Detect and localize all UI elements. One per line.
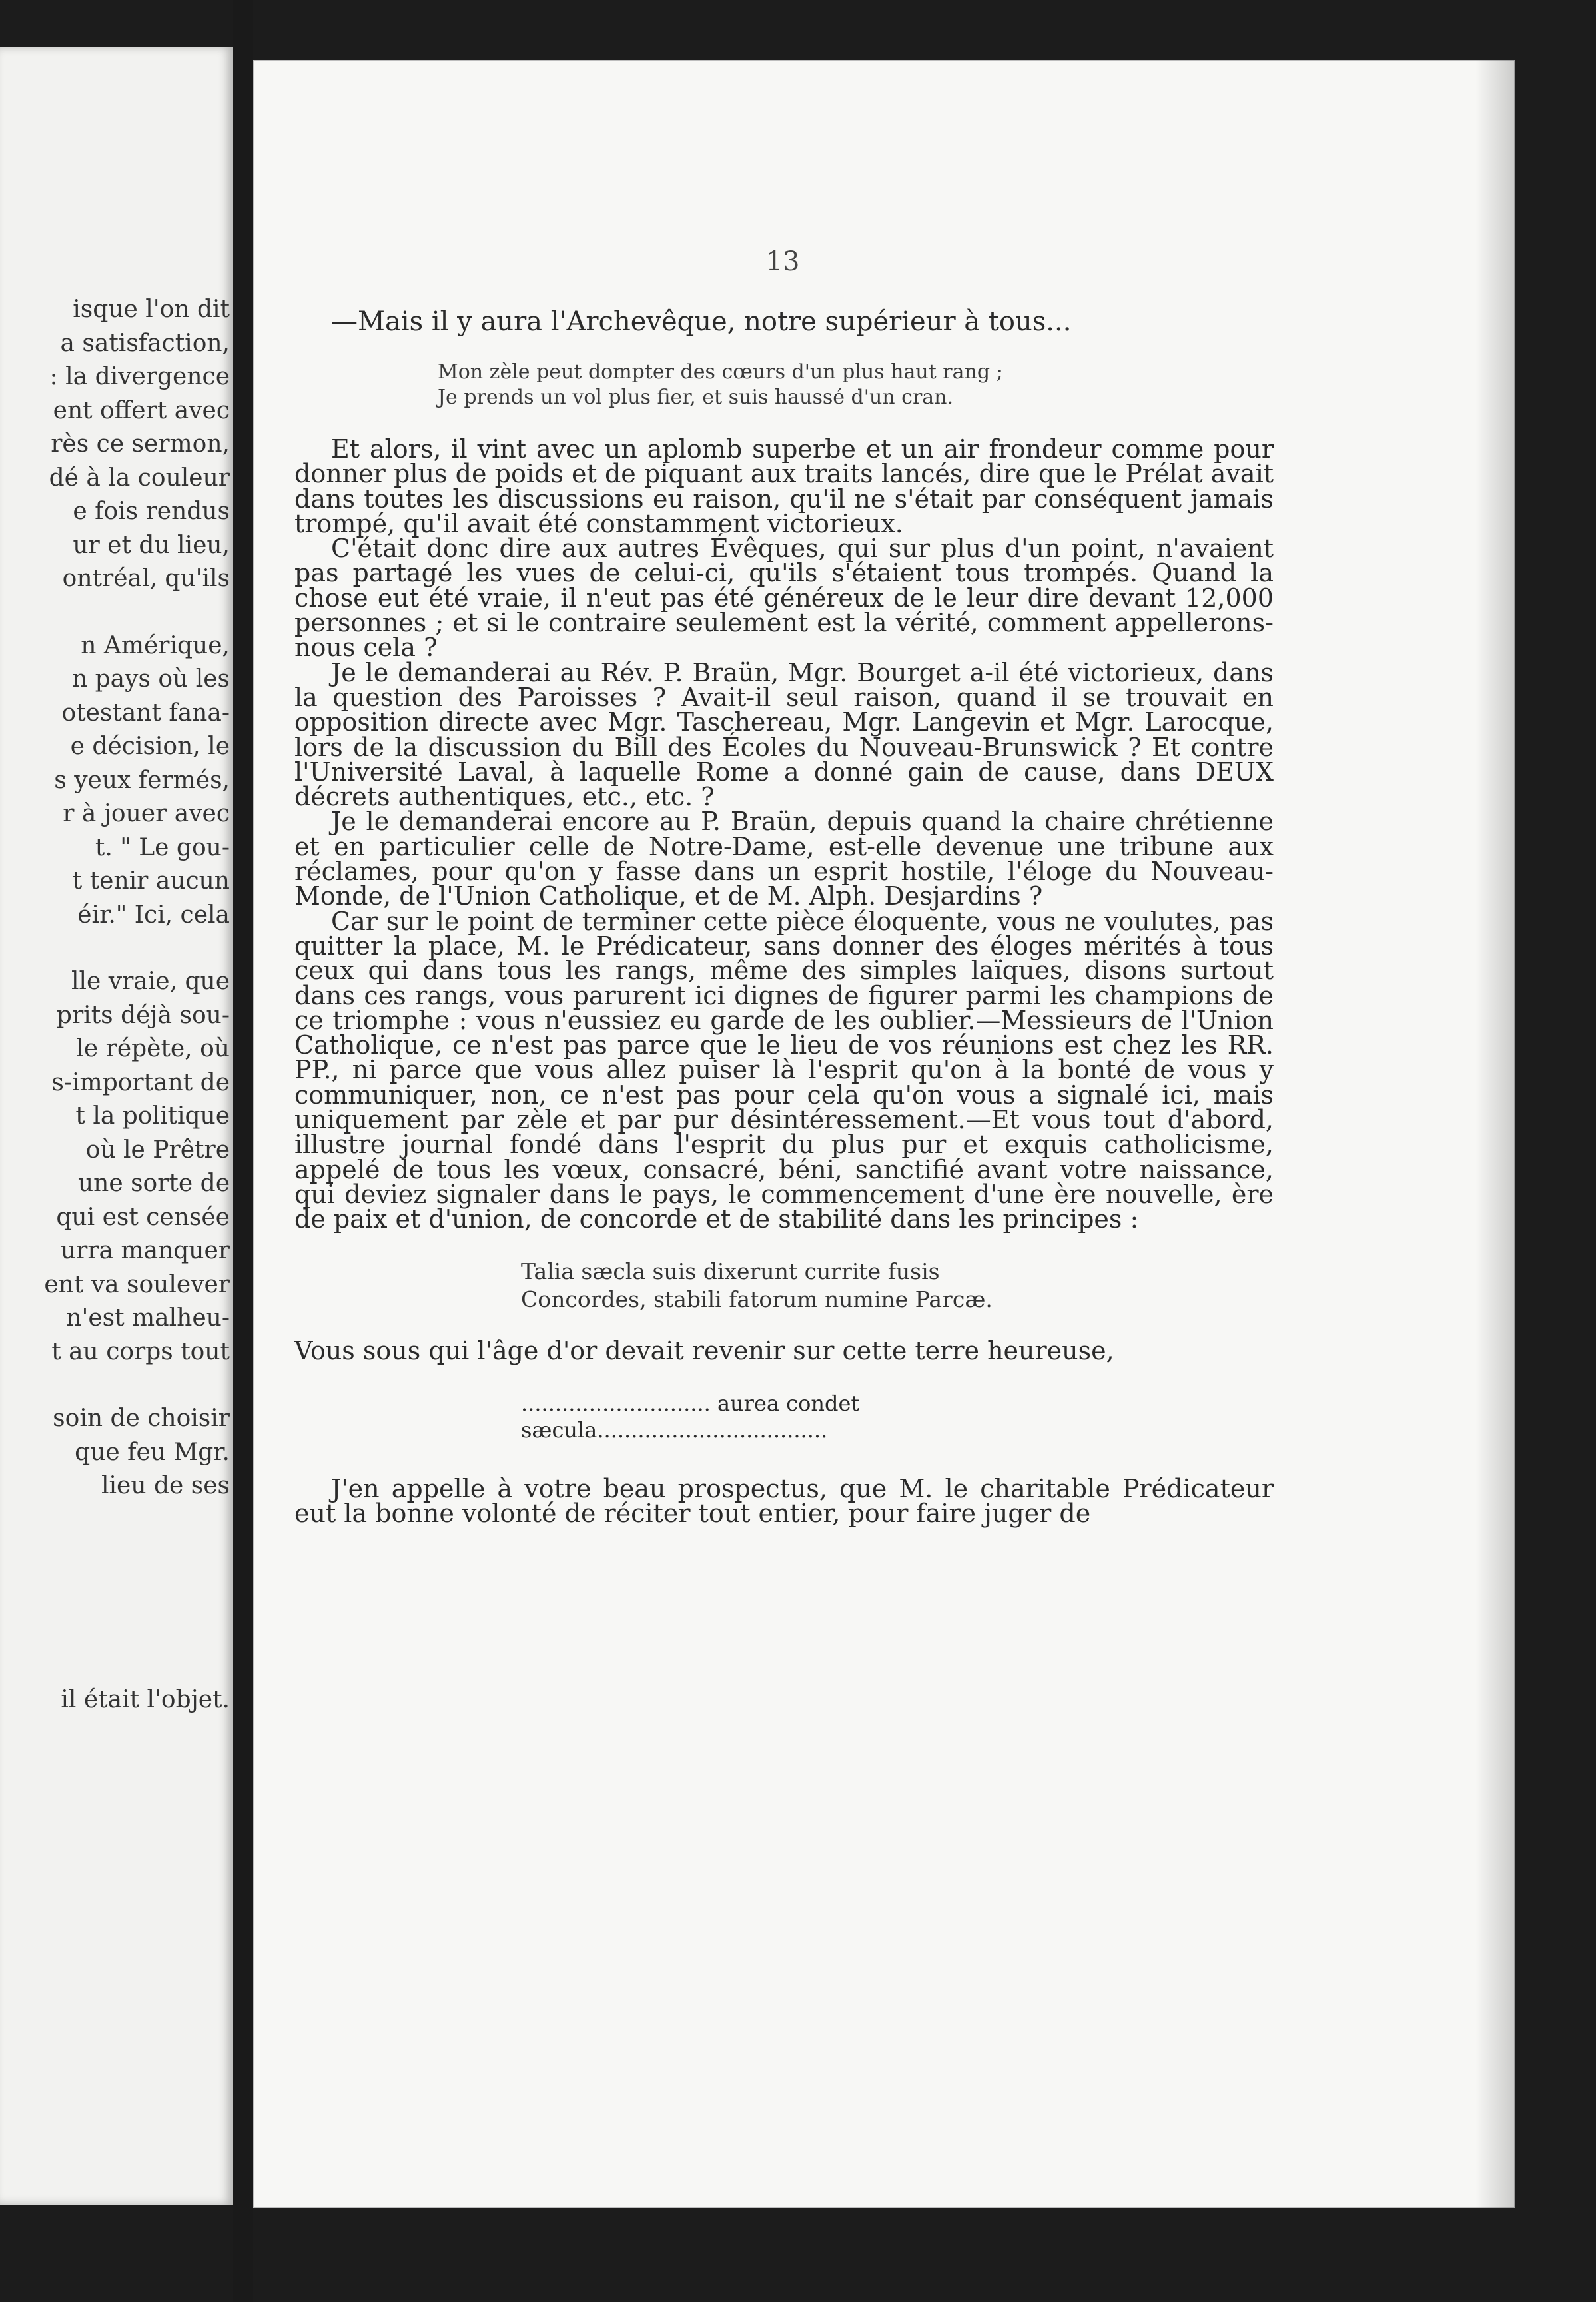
paragraph: Et alors, il vint avec un aplomb superbe et un air frondeur comme pour donner plus de poids et de piquant aux traits lancés, dire que le Prélat avait dans toutes les discussions eu raison, qu'il ne s'était par conséquent jamais trompé, qu'il avait été constamment victorieux. <box>294 434 1274 538</box>
left-line: ontréal, qu'ils <box>62 565 230 592</box>
paragraph: Vous sous qui l'âge d'or devait revenir sur cette terre heureuse, <box>294 1336 1114 1365</box>
left-line: il était l'objet. <box>61 1685 230 1713</box>
left-line: qui est censée <box>56 1203 230 1231</box>
latin-line-2: Concordes, stabili fatorum numine Parcæ. <box>521 1286 993 1312</box>
verse-line-2: Je prends un vol plus fier, et suis haussé d'un cran. <box>438 386 954 409</box>
left-line: ent va soulever <box>44 1270 230 1298</box>
left-line: r à jouer avec <box>63 800 230 827</box>
paragraph: Je le demanderai encore au P. Braün, depuis quand la chaire chrétienne et en particulier celle de Notre-Dame, est-elle devenue une tribune aux réclames, pour qu'on y fasse dans un esprit hostile, l'éloge du Nouveau-Monde, de l'Union Catholique, et de M. Alph. Desjardins ? <box>294 807 1274 911</box>
left-line: ent offert avec <box>53 396 230 424</box>
left-line: isque l'on dit <box>73 296 230 323</box>
left-line: t la politique <box>75 1102 230 1130</box>
page-gutter <box>233 0 253 2302</box>
left-line: n pays où les <box>72 665 230 693</box>
dotted-quote-line-1: ............................ aurea condet <box>521 1390 860 1416</box>
dotted-quote-line-2: sæcula.................................. <box>521 1417 828 1443</box>
left-line: ur et du lieu, <box>73 531 230 559</box>
latin-quote <box>294 1258 1274 1314</box>
left-line: lle vraie, que <box>71 968 230 995</box>
left-line: otestant fana- <box>61 699 230 727</box>
left-line: n Amérique, <box>81 631 230 659</box>
left-line: soin de choisir <box>53 1405 230 1432</box>
left-line: une sorte de <box>77 1170 230 1197</box>
left-line: t tenir aucun <box>72 867 230 895</box>
left-line: prits déjà sou- <box>56 1001 230 1029</box>
left-line: : la divergence <box>49 363 230 390</box>
left-line: s yeux fermés, <box>54 766 230 794</box>
left-line: rès ce sermon, <box>51 430 230 458</box>
left-line: e fois rendus <box>73 498 230 525</box>
left-line: s-important de <box>51 1068 230 1096</box>
paragraph: Je le demanderai au Rév. P. Braün, Mgr. Bourget a-il été victorieux, dans la question des Paroisses ? Avait-il seul raison, quand il se trouvait en opposition directe avec Mgr. Taschereau, Mgr. Langevin et Mgr. Larocque, lors de la discussion du Bill des Écoles du Nouveau-Brunswick ? Et contre l'Université Laval, à laquelle Rome a donné gain de cause, dans DEUX décrets authentiques, etc., etc. ? <box>294 657 1274 812</box>
left-line: t. " Le gou- <box>95 833 230 861</box>
left-page-fragment <box>0 47 233 2205</box>
paragraph: J'en appelle à votre beau prospectus, que M. le charitable Prédicateur eut la bonne volonté de réciter tout entier, pour faire juger de <box>294 1473 1274 1529</box>
left-line: éir." Ici, cela <box>77 901 230 929</box>
left-line: n'est malheu- <box>66 1304 230 1332</box>
left-line: où le Prêtre <box>85 1136 230 1164</box>
left-line: urra manquer <box>60 1237 230 1264</box>
opening-line: —Mais il y aura l'Archevêque, notre supérieur à tous... <box>331 306 1072 337</box>
left-line: le répète, où <box>76 1035 230 1062</box>
left-line: lieu de ses <box>101 1472 230 1499</box>
left-page-text <box>0 293 230 1717</box>
paragraph: C'était donc dire aux autres Évêques, qui sur plus d'un point, n'avaient pas partagé les vues de celui-ci, qu'ils s'étaient tous trompés. Quand la chose eut été vraie, il n'eut pas été généreux de le leur dire devant 12,000 personnes ; et si le contraire seulement est la vérité, comment appellerons-nous cela ? <box>294 534 1274 663</box>
page-body <box>294 306 1274 1529</box>
latin-line-1: Talia sæcla suis dixerunt currite fusis <box>521 1258 940 1284</box>
left-line: que feu Mgr. <box>75 1438 230 1466</box>
paragraph: Car sur le point de terminer cette pièce éloquente, vous ne voulutes, pas quitter la place, M. le Prédicateur, sans donner des éloges mérités à tous ceux qui dans tous les rangs, même des simples laïques, disons surtout dans ces rangs, vous parurent ici dignes de figurer parmi les champions de ce triomphe : vous n'eussiez eu garde de les oublier.—Messieurs de l'Union Catholique, ce n'est pas parce que le lieu de vos réunions est chez les RR. PP., ni parce que vous allez puiser là l'esprit qu'on à la bonté de vous y communiquer, non, ce n'est pas pour cela qu'on vous a signalé ici, mais uniquement par zèle et par pur désintéressement.—Et vous tout d'abord, illustre journal fondé dans l'esprit du plus pur et exquis catholicisme, appelé de tous les vœux, consacré, béni, sanctifié avant votre naissance, qui deviez signaler dans le pays, le commencement d'une ère nouvelle, ère de paix et d'union, de concorde et de stabilité dans les principes : <box>294 906 1274 1234</box>
left-line: t au corps tout <box>51 1338 230 1365</box>
left-line: e décision, le <box>70 733 230 760</box>
verse-line-1: Mon zèle peut dompter des cœurs d'un plus haut rang ; <box>438 360 1003 384</box>
left-line: dé à la couleur <box>49 464 230 492</box>
page-edge-shadow <box>1475 60 1515 2208</box>
page-number: 13 <box>765 246 800 277</box>
left-line: a satisfaction, <box>60 329 230 357</box>
